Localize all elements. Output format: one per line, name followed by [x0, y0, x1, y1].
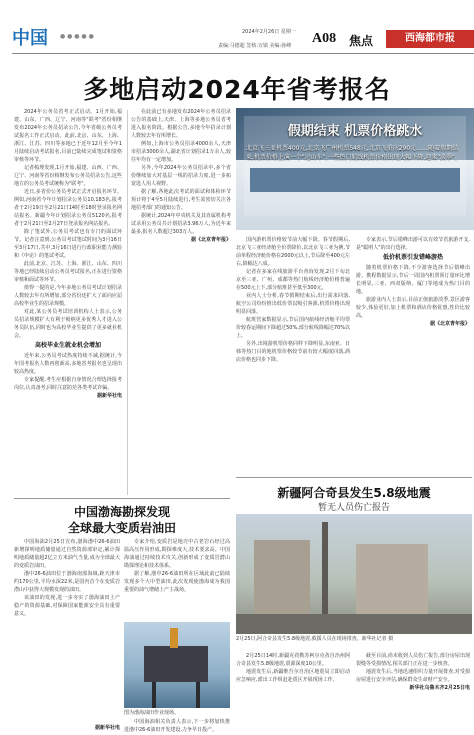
story2-p2: 例如,上海市公务员招录4000余人,天津市招录3000余人,湖北省计划招录1万余人,较往年均有一定增加。 [131, 141, 231, 163]
quake-photo [236, 514, 472, 634]
masthead [0, 0, 474, 56]
holiday-article-col1 [236, 236, 350, 476]
holiday-p8: 旅游业内人士表示,目前正值旅游淡季,景区游客较少,体验更好,加上机票和酒店价格优惠,性价比较高。 [356, 297, 470, 319]
quake-headline: 新疆阿合奇县发生5.8级地震 [277, 486, 431, 500]
holiday-p7: 随着机票价格下降,不少游客选择节后错峰出游。携程数据显示,节后一周国内机票预订量环比增长明显,三亚、西双版纳、厦门等地成为热门目的地。 [356, 265, 470, 295]
story2-p1: 在此前已有多地发布2024年公务员招录公告的基础上,天津、上海等多地公务员省考进入报名阶段。根据公告,多地今年招录计划人数较去年有所增长。 [131, 109, 231, 139]
quake-source: 新华社乌鲁木齐2月25日电 [409, 685, 470, 691]
oil-p2: 渤中26-6油田位于渤海南部海域,距天津市约170公里,平均水深22米,是国内首个在变质岩潜山中获得大规模发现的油田。 [14, 571, 120, 593]
utility-pole [322, 522, 328, 626]
oil-article-col2 [124, 538, 230, 618]
oil-p6: 中国海油相关负责人表示,下一步将加快推进渤中26-6油田开发建设,力争早日投产。 [124, 719, 230, 732]
holiday-p2: 记者在多家在线旅游平台查询发现,2月下旬北京至三亚、广州、成都等热门航线经济舱价格普遍在500元上下,部分航班甚至低至300元。 [236, 269, 350, 291]
exam-article-col1 [14, 108, 122, 508]
platform-deck [144, 646, 208, 682]
exam-p2: 记者梳理发现,1月开始,福建、山西、广西、辽宁、河南等省份相继发布公务员招录公告,这些地方的公务员考试统称为"联考"。 [14, 165, 122, 187]
holiday-p6: 专家表示,节后错峰出游可以有效节省旅游开支,是"聪明人"的出行选择。 [356, 237, 470, 251]
exam-p4: 除了笔试外,公务员考试也有专门的面试环节。记者注意到,公务员考试笔试时间为3月16日至3月17日,共中,3月16日进行行政职业能力测验和《申论》的笔试考试。 [14, 229, 122, 259]
quake-subhead: 暂无人员伤亡报告 [317, 503, 390, 513]
section-rule [236, 477, 472, 478]
column-divider [127, 110, 128, 495]
derrick [170, 628, 178, 648]
oil-headline-line2: 全球最大变质岩油田 [67, 521, 176, 535]
quake-p1: 2月25日14时,新疆克孜勒苏柯尔克孜自治州阿合奇县发生5.8级地震,震源深度10公里。 [236, 653, 350, 667]
exam-p1: 2024年公务员省考正式启动。1月开始,福建、山东、广西、辽宁、河南等"联考"省份相继发布2024年公务员招录公告,今年省级公务员考试报名工作正式启动。此前,北京、山东、上海、浙江、江苏、四川等多地已于近年12月至今年1月陆续启动考试报名,目前已陆续完成笔试和资格审核等环节。 [14, 109, 122, 163]
edition-label: 中国 [12, 28, 48, 49]
story2-p4: 据了解,各地此次考试的面试和体检环节预计将于4至5月陆续进行,考生需密切关注各地招考部门的通知公告。 [131, 189, 231, 211]
oil-photo [124, 622, 230, 708]
platform-leg-right [196, 682, 200, 708]
decorative-dots: ● ● ● ● ● [60, 33, 94, 40]
story2-source: 据《北京青年报》 [190, 237, 231, 243]
holiday-p4: 航班管家数据显示,节后国内航线经济舱平均票价较春运期间下降超过50%,部分航线降幅达70%以上。 [236, 317, 350, 339]
building-left [254, 540, 310, 614]
oil-photo-caption: 图为渤海油田作业现场。 [124, 710, 180, 716]
quake-article-col1 [236, 652, 350, 732]
holiday-p5: 另外,出境游机票价格同样下降明显,东南亚、日韩等热门目的地机票价格较节前有较大幅度回落,酒店价格也同步下降。 [236, 341, 350, 363]
exam-article-col2 [131, 108, 231, 508]
oil-p4: 专家介绍,变质岩是地壳中古老岩石经过高温高压作用形成,勘探难度大,技术要求高。中国海油通过持续技术攻关,创新形成了变质岩潜山勘探理论和技术体系。 [124, 539, 230, 569]
quake-p2: 地震发生后,新疆维吾尔自治区地震局立即启动应急响应,派出工作组赶赴震区开展现场工作。 [236, 669, 350, 683]
story2-p5: 据统计,2024年中央机关及其直属机构考试录用公务员共计划招录3.96万人,为近年来最多,报名人数超过303万人。 [131, 213, 231, 235]
section-name: 焦点 [349, 34, 374, 48]
quake-article-col2 [356, 652, 470, 732]
airport-photo [236, 108, 474, 230]
building-right [356, 544, 428, 614]
story2-p3: 另外,今年2024年公务员招录中,多个省份继续加大对基层一线的招录力度,进一步拓宽选人用人视野。 [131, 165, 231, 187]
exam-p5: 此前,北京、江苏、上海、浙江、山东、四川等地已经陆续启动公务员考试报名,正在进行资格审核和面试等环节。 [14, 261, 122, 283]
holiday-article-col2 [356, 236, 470, 476]
masthead-rule [12, 53, 474, 54]
exam-p6: 值得一提的是,今年多地公务员考试计划招录人数较去年有所增加,部分省份还扩大了面向应届高校毕业生的招录规模。 [14, 285, 122, 307]
issue-date: 2024年2月26日 星期一 [242, 29, 296, 35]
oil-p5: 据了解,渤中26-6油田所在区域此前已陆续发现多个大中型油田,此次发现使渤海成为我国重要的油气增储上产主战场。 [124, 571, 230, 593]
oil-headline-line1: 中国渤海勘探发现 [73, 505, 170, 519]
holiday-subhead: 低价机票引发错峰游热 [382, 254, 443, 261]
exam-p9: 专家提醒,考生应根据自身情况合理选择报考岗位,认真备考,同时注意防范各类考试诈骗。 [14, 377, 122, 391]
exam-p7: 对此,某公务员考试培训机构人士表示,公务员招录规模扩大有利于吸纳更多优秀人才进入公务员队伍,同时也为高校毕业生提供了更多就业机会。 [14, 309, 122, 339]
main-headline: 多地启动2024年省考报名 [83, 75, 391, 104]
holiday-headline: 假期结束 机票价格跳水 [287, 124, 423, 139]
platform-leg-left [152, 682, 156, 708]
quake-photo-caption: 2月25日,阿合奇县发生5.8级地震,救援人员在现场排查。新华社记者 摄 [236, 636, 394, 642]
exam-subhead: 高校毕业生就业机会增加 [34, 342, 101, 349]
exam-source: 据新华社电 [96, 393, 122, 399]
holiday-quote: 北京飞三亚机票400元,北京飞广州机票548元,北京飞重庆290元……随着假期结束,机票价格上演一个"过山车",一些热门航线机票价格出现大幅下降,迎来"淡季"。 [246, 145, 461, 161]
oil-article-end [124, 718, 230, 732]
editor-credits: 责编:马德超 签核:宣镇 美编:孙峰 [218, 43, 292, 49]
paper-logo: 西海都市报 [386, 30, 474, 48]
ground [236, 614, 472, 634]
oil-rule [14, 498, 230, 499]
quake-p3: 截至目前,尚未收到人员伤亡报告,部分房屋出现裂缝等受损情况,相关部门正在进一步核查。 [356, 653, 470, 667]
oil-article-col1 [14, 538, 120, 732]
quake-p4: 地震发生后,当地迅速组织力量开展排查,对受损房屋进行安全评估,确保群众生命财产安全。 [356, 669, 470, 683]
exam-p3: 近日,多省份公务员考试正式开启报名环节。例如,河南省今年计划招录公务员10,183名,报考者于2月19日至2月21日14时至18时登录报名网站报名。新疆今年计划招录公务员5120名,报考者于2月21日至2月27日登录报名网站报名。 [14, 189, 122, 227]
oil-p3: 该油田的发现,进一步夯实了渤海油田上产稳产的资源基础,对保障国家能源安全具有重要意义。 [14, 595, 120, 617]
oil-p1: 中国海油2月25日宣布,渤海渤中26-6油田新增探明地质储量通过自然资源部审定,累计探明地质储量超2亿立方米油气当量,成为全球最大的变质岩油田。 [14, 539, 120, 569]
page-number: A08 [312, 31, 337, 46]
holiday-p3: 业内人士分析,春节假期结束后,出行需求回落,航空公司纷纷推出低价票以吸引客源,机票价格出现明显回落。 [236, 293, 350, 315]
holiday-source: 据《北京青年报》 [429, 321, 470, 327]
holiday-p1: 国内游机票价格较节前大幅下降。春节假期后,北京飞三亚经济舱全价票降价,以北京飞三亚为例,节前单程经济舱价格在2000元以上,节后降至400元左右,降幅达八成。 [236, 237, 350, 267]
exam-p8: 近年来,公务员考试热度持续不减,据统计,今年国考报名人数再创新高,多地省考报名也呈现出较高热度。 [14, 353, 122, 375]
oil-source: 据新华社电 [94, 725, 120, 731]
